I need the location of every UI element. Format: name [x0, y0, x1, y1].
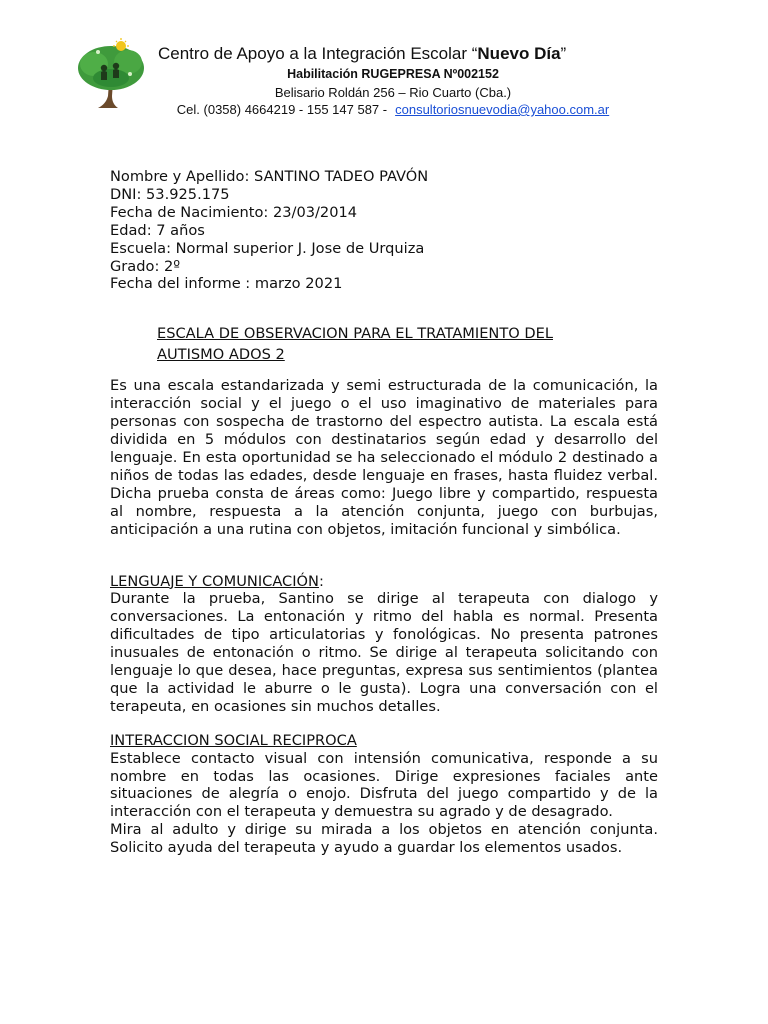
center-title-prefix: Centro de Apoyo a la Integración Escolar “: [158, 44, 478, 63]
social-section-body: Establece contacto visual con intensión comunicativa, responde a su nombre en todas las ocasiones. Dirige expresiones faciales ante situaciones de alegría o enojo. Disfruta del juego compartido y de la interacción con el terapeuta y demuestra su agrado y de desagrado.: [110, 749, 658, 821]
letterhead: [0, 0, 768, 130]
social-section-body-2: Mira al adulto y dirige su mirada a los objetos en atención conjunta. Solicito ayuda del terapeuta y ayudo a guardar los elementos usados.: [110, 821, 658, 857]
phone: Cel. (0358) 4664219 - 155 147 587 -: [176, 102, 388, 117]
center-title-suffix: ”: [560, 44, 567, 63]
center-title: [158, 44, 628, 64]
patient-grade: Grado: 2º: [110, 257, 181, 275]
patient-age: Edad: 7 años: [110, 221, 205, 239]
patient-name: Nombre y Apellido: SANTINO TADEO PAVÓN: [110, 168, 429, 185]
scale-title: ESCALA DE OBSERVACION PARA EL TRATAMIENTO DEL AUTISMO ADOS 2: [157, 325, 553, 364]
patient-school: Escuela: Normal superior J. Jose de Urquiza: [110, 239, 425, 257]
language-section-body: Durante la prueba, Santino se dirige al terapeuta con dialogo y conversaciones. La entonación y ritmo del habla es normal. Presenta dificultades de tipo articulatorias y fonológicas. No presenta patrones inusuales de entonación o ritmo. Se dirige al terapeuta solicitando con lenguaje lo que desea, hace preguntas, expresa sus sentimientos (plantea que la actividad le aburre o le gusta). Logra una conversación con el terapeuta, en ocasiones sin muchos detalles.: [110, 590, 658, 715]
email-link[interactable]: consultoriosnuevodia@yahoo.com.ar: [395, 102, 610, 117]
report-body: [110, 168, 658, 857]
patient-dni: DNI: 53.925.175: [110, 185, 230, 203]
address: Belisario Roldán 256 – Rio Cuarto (Cba.): [274, 85, 512, 100]
scale-description: Es una escala estandarizada y semi estructurada de la comunicación, la interacción social y el juego o el uso imaginativo de materiales para personas con sospecha de trastorno del espectro autista. La escala está dividida en 5 módulos con destinatarios según edad y desarrollo del lenguaje. En esta oportunidad se ha seleccionado el módulo 2 destinado a niños de todas las edades, desde lenguaje en frases, hasta fluidez verbal. Dicha prueba consta de áreas como: Juego libre y compartido, respuesta al nombre, respuesta a la atención conjunta, juego con burbujas, anticipación a una rutina con objetos, imitación funcional y simbólica.: [110, 377, 658, 538]
language-section-title: LENGUAJE Y COMUNICACIÓN: [110, 572, 319, 590]
language-section-heading: [110, 573, 658, 591]
tree-logo-icon: [72, 38, 150, 112]
report-date: Fecha del informe : marzo 2021: [110, 275, 343, 293]
contact-line: [158, 102, 628, 117]
patient-info: [110, 168, 658, 293]
social-section-title: INTERACCION SOCIAL RECIPROCA: [110, 731, 357, 749]
center-title-name: Nuevo Día: [477, 44, 561, 63]
patient-birth-date: Fecha de Nacimiento: 23/03/2014: [110, 203, 358, 221]
habilitacion: Habilitación RUGEPRESA Nº002152: [287, 67, 499, 81]
language-section-colon: :: [318, 572, 324, 590]
